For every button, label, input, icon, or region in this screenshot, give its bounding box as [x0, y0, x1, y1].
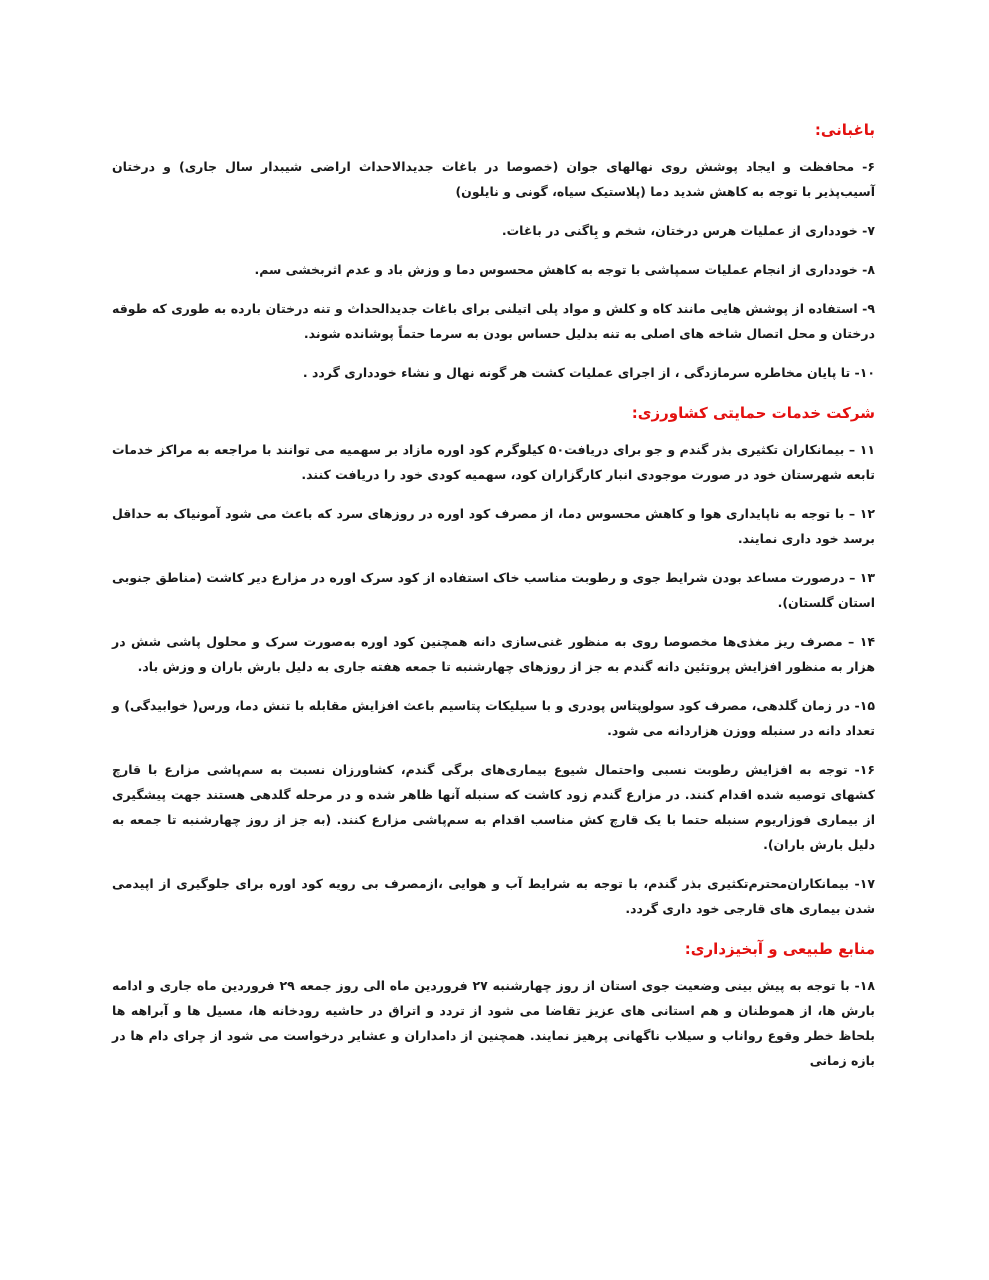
horticulture-list	[112, 154, 875, 385]
agri-support-list	[112, 437, 875, 921]
list-item-18: ۱۸- با توجه به پیش بینی وضعیت جوی استان از روز چهارشنبه ۲۷ فروردین ماه الی روز جمعه ۲۹ فروردین ماه جاری و ادامه بارش ها، از هموطنان و هم استانی های عزیز تقاضا می شود از تردد و اتراق در حاشیه رودخانه ها، مسیل ها و آبراهه ها بلحاظ خطر وقوع رواناب و سیلاب ناگهانی پرهیز نمایند. همچنین از دامداران و عشایر درخواست می شود از چرای دام ها در بازه زمانی	[112, 978, 875, 1068]
section-heading-natural-resources: منابع طبیعی و آبخیزداری:	[684, 940, 875, 958]
section-heading-agri-support: شرکت خدمات حمایتی کشاورزی:	[631, 404, 875, 422]
list-item-13: ۱۳ – درصورت مساعد بودن شرایط جوی و رطوبت مناسب خاک استفاده از کود سرک اوره در مزارع دیر کاشت (مناطق جنوبی استان گلستان).	[112, 570, 875, 610]
list-item-16: ۱۶- توجه به افزایش رطوبت نسبی واحتمال شیوع بیماری‌های برگی گندم، کشاورزان نسبت به سم‌پاشی مزارع با قارچ کشهای توصیه شده اقدام کنند. در مزارع گندم زود کاشت که سنبله آنها ظاهر شده و در مرحله گلدهی هستند جهت پیشگیری از بیماری فوزاریوم سنبله حتما با یک قارچ کش مناسب اقدام به سم‌پاشی مزارع کنند. (به جز از روز چهارشنبه تا جمعه به دلیل بارش باران).	[112, 762, 875, 852]
list-item-8: ۸- خودداری از انجام عملیات سمپاشی با توجه به کاهش محسوس دما و وزش باد و عدم اثربخشی سم.	[254, 262, 875, 277]
section-agri-support	[112, 401, 875, 921]
list-item-15: ۱۵- در زمان گلدهی، مصرف کود سولوپتاس پودری و با سیلیکات پتاسیم باعث افزایش مقابله با تنش دما، ورس( خوابیدگی) و تعداد دانه در سنبله ووزن هزاردانه می شود.	[112, 698, 875, 738]
list-item-9: ۹- استفاده از پوشش هایی مانند کاه و کلش و مواد پلی اتیلنی برای باغات جدیدالحداث و تنه درختان بارده به طوری که طوقه درختان و محل اتصال شاخه های اصلی به تنه بدلیل حساس بودن به سرما حتماً پوشانده شوند.	[112, 301, 875, 341]
section-horticulture	[112, 118, 875, 385]
list-item-11: ۱۱ – بیمانکاران تکثیری بذر گندم و جو برای دریافت۵۰ کیلوگرم کود اوره مازاد بر سهمیه می توانند با مراجعه به مراکز خدمات تابعه شهرستان خود در صورت موجودی انبار کارگزاران کود، سهمیه کودی خود را دریافت کنند.	[112, 442, 875, 482]
list-item-12: ۱۲ – با توجه به ناپایداری هوا و کاهش محسوس دما، از مصرف کود اوره در روزهای سرد که باعث می شود آمونیاک به حداقل برسد خود داری نمایند.	[112, 506, 875, 546]
section-heading-horticulture: باغبانی:	[814, 121, 875, 139]
section-natural-resources	[112, 937, 875, 1073]
list-item-10: ۱۰- تا پایان مخاطره سرمازدگی ، از اجرای عملیات کشت هر گونه نهال و نشاء خودداری گردد .	[302, 365, 875, 380]
list-item-17: ۱۷- بیمانکاران‌محترم‌تکثیری بذر گندم، با توجه به شرایط آب و هوایی ،ازمصرف بی رویه کود اوره برای جلوگیری از اپیدمی شدن بیماری های قارجی خود داری گردد.	[112, 876, 875, 916]
list-item-7: ۷- خودداری از عملیات هرس درختان، شخم و بِاگنی در باغات.	[501, 223, 875, 238]
natural-resources-list	[112, 973, 875, 1073]
list-item-6: ۶- محافظت و ایجاد پوشش روی نهالهای جوان (خصوصا در باغات جدیدالاحداث اراضی شیبدار سال جاری) و درختان آسیب‌پذیر با توجه به کاهش شدید دما (پلاستیک سیاه، گونی و نایلون)	[112, 159, 875, 199]
list-item-14: ۱۴ – مصرف ریز مغذی‌ها مخصوصا روی به منظور غنی‌سازی دانه همچنین کود اوره به‌صورت سرک و محلول پاشی شش در هزار به منظور افزایش پروتئین دانه گندم به جز از روزهای چهارشنبه تا جمعه هفته جاری به دلیل بارش باران و وزش باد.	[112, 634, 875, 674]
